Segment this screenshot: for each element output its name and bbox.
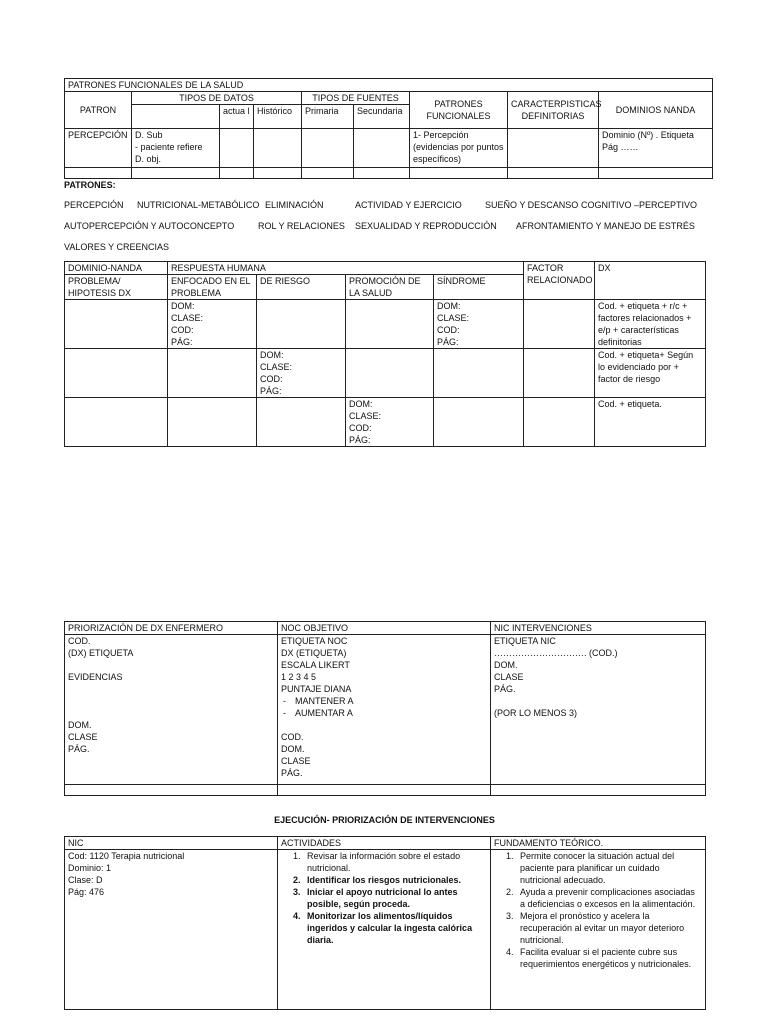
patron-item: COGNITIVO –PERCEPTIVO: [581, 200, 698, 210]
fundamento-item: 3. Mejora el pronóstico y acelera la recuperación al evitar un mayor deterioro nutricional.: [516, 910, 702, 946]
patron-item: NUTRICIONAL-METABÓLICO: [137, 200, 260, 210]
fundamento-item: 2. Ayuda a prevenir complicaciones asociadas a deficiencias o excesos en la alimentación.: [516, 886, 702, 910]
header-fundamento: FUNDAMENTO TEÓRICO.: [491, 837, 706, 850]
patron-item: ACTIVIDAD Y EJERCICIO: [355, 200, 462, 210]
header-tipos-datos: TIPOS DE DATOS: [132, 92, 302, 105]
priorizacion-cell: COD. (DX) ETIQUETA EVIDENCIAS DOM. CLASE PÁG.: [68, 636, 134, 754]
header-patrones-funcionales: PATRONES FUNCIONALES: [410, 92, 508, 129]
header-priorizacion: PRIORIZACIÓN DE DX ENFERMERO: [65, 622, 278, 635]
header-nic: NIC INTERVENCIONES: [491, 622, 706, 635]
dx-cell: Cod. + etiqueta.: [595, 398, 706, 447]
fundamento-item: 1. Permite conocer la situación actual del paciente para planificar un cuidado nutricional adecuado.: [516, 850, 702, 886]
header-tipos-fuentes: TIPOS DE FUENTES: [302, 92, 410, 105]
patrones-funcionales-table: [64, 78, 713, 179]
header-dominio-nanda: DOMINIO-NANDA: [65, 262, 168, 275]
patron-item: ELIMINACIÓN: [265, 200, 324, 210]
header-actividades: ACTIVIDADES: [278, 837, 491, 850]
patron-item: AUTOPERCEPCIÓN Y AUTOCONCEPTO: [64, 221, 235, 231]
dom-block: DOM: CLASE: COD: PÁG:: [437, 301, 470, 347]
patron-item: PERCEPCIÓN: [64, 200, 124, 210]
header-patron: PATRON: [65, 92, 132, 129]
puntaje-list: [281, 695, 487, 719]
actividad-item: 3. Iniciar el apoyo nutricional lo antes posible, según proceda.: [303, 886, 487, 910]
patron-item: SUEÑO Y DESCANSO: [485, 200, 579, 210]
header-historico: Histórico: [254, 105, 302, 129]
nic-cell: ETIQUETA NIC …………………………. (COD.) DOM. CLASE PÁG. (POR LO MENOS 3): [494, 636, 618, 718]
dom-block: DOM: CLASE: COD: PÁG:: [171, 301, 204, 347]
patrones-row-2: [64, 220, 712, 232]
header-actual: actua l: [220, 105, 254, 129]
puntaje-item: - AUMENTAR A: [295, 707, 487, 719]
header-secundaria: Secundaria: [354, 105, 410, 129]
row-dominio: Dominio (Nº) . Etiqueta Pág ……: [599, 129, 713, 168]
dom-block: DOM: CLASE: COD: PÁG:: [349, 399, 382, 445]
dominio-nanda-table: [64, 261, 706, 447]
header-caracteristicas: CARACTERPISTICAS DEFINITORIAS: [508, 92, 599, 129]
header-factor: FACTOR RELACIONADO: [524, 262, 595, 300]
noc-cell-top: ETIQUETA NOC DX (ETIQUETA) ESCALA LIKERT 1 2 3 4 5 PUNTAJE DIANA: [281, 636, 352, 694]
patron-item: SEXUALIDAD Y REPRODUCCIÓN: [355, 221, 497, 231]
table-title: PATRONES FUNCIONALES DE LA SALUD: [65, 79, 713, 92]
header-noc: NOC OBJETIVO: [278, 622, 491, 635]
header-primaria: Primaria: [302, 105, 354, 129]
header-enfocado: ENFOCADO EN EL PROBLEMA: [168, 275, 257, 300]
fundamentos-list: [494, 850, 702, 970]
puntaje-item: - MANTENER A: [295, 695, 487, 707]
row-patron: PERCEPCIÓN: [65, 129, 132, 168]
ejecucion-title: EJECUCIÓN- PRIORIZACIÓN DE INTERVENCIONES: [274, 815, 495, 825]
header-dx: DX: [595, 262, 706, 300]
header-respuesta-humana: RESPUESTA HUMANA: [168, 262, 524, 275]
dom-block: DOM: CLASE: COD: PÁG:: [260, 350, 293, 396]
row-funcional: 1- Percepción (evidencias por puntos específicos): [410, 129, 508, 168]
priorizacion-table: [64, 621, 706, 796]
actividad-item: 4. Monitorizar los alimentos/líquidos ingeridos y calcular la ingesta calórica diaria.: [303, 910, 487, 946]
fundamento-item: 4. Facilita evaluar si el paciente cubre sus requerimientos energéticos y nutricionales.: [516, 946, 702, 970]
header-nic-col: NIC: [65, 837, 278, 850]
actividad-item: 2. Identificar los riesgos nutricionales.: [303, 874, 487, 886]
ejecucion-table: [64, 836, 706, 1010]
header-riesgo: DE RIESGO: [257, 275, 346, 300]
noc-cell-bottom: COD. DOM. CLASE PÁG.: [281, 732, 311, 778]
header-problema: PROBLEMA/ HIPOTESIS DX: [65, 275, 168, 300]
dx-cell: Cod. + etiqueta + r/c + factores relacionados + e/p + características definitorias: [595, 300, 706, 349]
header-dominios: DOMINIOS NANDA: [599, 92, 713, 129]
header-promocion: PROMOCIÓN DE LA SALUD: [346, 275, 434, 300]
patrones-label: PATRONES:: [64, 180, 116, 190]
row-datos: D. Sub - paciente refiere D. obj.: [135, 130, 203, 164]
actividades-list: [281, 850, 487, 946]
dx-cell: Cod. + etiqueta+ Según lo evidenciado por + factor de riesgo: [595, 349, 706, 398]
actividad-item: 1. Revisar la información sobre el estado nutricional.: [303, 850, 487, 874]
patron-item: ROL Y RELACIONES: [258, 221, 345, 231]
patron-item: AFRONTAMIENTO Y MANEJO DE ESTRÉS: [516, 221, 695, 231]
nic-info: Cod: 1120 Terapia nutricional Dominio: 1 Clase: D Pág: 476: [68, 851, 185, 897]
patron-item: VALORES Y CREENCIAS: [64, 242, 170, 252]
header-sindrome: SÍNDROME: [434, 275, 524, 300]
patrones-row-1: [64, 199, 712, 211]
